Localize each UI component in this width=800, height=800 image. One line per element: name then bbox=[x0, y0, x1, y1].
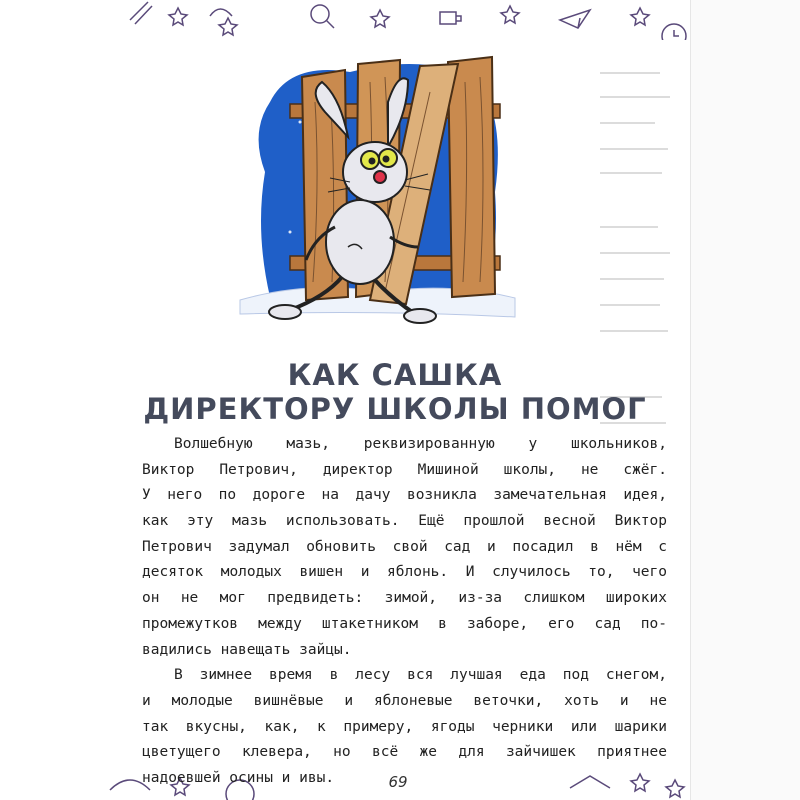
text-line: как эту мазь использовать. Ещё прошлой весной Виктор bbox=[142, 513, 667, 530]
top-doodle-border bbox=[100, 0, 800, 40]
adjacent-page-edge bbox=[690, 0, 800, 800]
paper-plane-icon bbox=[560, 10, 590, 28]
story-text bbox=[142, 432, 667, 792]
text-line: надоевшей осины и ивы. bbox=[142, 769, 335, 786]
show-through-line bbox=[600, 252, 670, 254]
text-line: он не мог предвидеть: зимой, из-за слишком широких bbox=[142, 590, 667, 607]
text-line: вадились навещать зайцы. bbox=[142, 641, 352, 658]
show-through-line bbox=[600, 72, 660, 74]
text-line: десяток молодых вишен и яблонь. И случилось то, чего bbox=[142, 564, 667, 581]
hare-head bbox=[343, 142, 407, 202]
text-line: В зимнее время в лесу вся лучшая еда под снегом, bbox=[174, 667, 667, 684]
arc-doodle bbox=[210, 9, 232, 16]
star-icon bbox=[219, 18, 237, 35]
text-line: Петрович задумал обновить свой сад и посадил в нём с bbox=[142, 538, 667, 555]
show-through-line bbox=[600, 122, 655, 124]
show-through-line bbox=[600, 278, 664, 280]
show-through-line bbox=[600, 330, 668, 332]
hare-right-foot bbox=[404, 309, 436, 323]
text-line: так вкусны, как, к примеру, ягоды черники или шарики bbox=[142, 718, 667, 735]
hare-fence-illustration bbox=[230, 42, 520, 342]
text-line: Волшебную мазь, реквизированную у школьников, bbox=[174, 436, 667, 452]
star-icon bbox=[501, 6, 519, 23]
hare-nose bbox=[374, 171, 386, 183]
star-icon bbox=[371, 10, 389, 27]
cup-icon bbox=[440, 12, 461, 24]
text-line: Виктор Петрович, директор Мишиной школы, не сжёг. bbox=[142, 461, 667, 478]
star-icon bbox=[169, 8, 187, 25]
pencil-icon bbox=[130, 2, 152, 24]
text-line: и молодые вишнёвые и яблоневые веточки, хоть и не bbox=[142, 692, 667, 709]
show-through-line bbox=[600, 96, 670, 98]
show-through-line bbox=[600, 226, 658, 228]
show-through-line bbox=[600, 304, 660, 306]
hare-body bbox=[326, 200, 394, 284]
show-through-line bbox=[600, 172, 662, 174]
show-through-line bbox=[600, 148, 668, 150]
star-icon bbox=[666, 780, 684, 797]
star-icon bbox=[631, 8, 649, 25]
text-line: цветущего клевера, но всё же для зайчишек приятнее bbox=[142, 744, 667, 761]
hare-left-foot bbox=[269, 305, 301, 319]
chapter-title-line-1: КАК САШКА bbox=[287, 358, 503, 392]
page-number: 69 bbox=[388, 773, 408, 791]
chapter-title bbox=[120, 358, 670, 426]
text-line: промежутков между штакетником в заборе, его сад по- bbox=[142, 615, 667, 632]
chapter-title-line-2: ДИРЕКТОРУ ШКОЛЫ ПОМОГ bbox=[143, 392, 647, 426]
text-line: У него по дороге на дачу возникла замечательная идея, bbox=[142, 487, 667, 504]
